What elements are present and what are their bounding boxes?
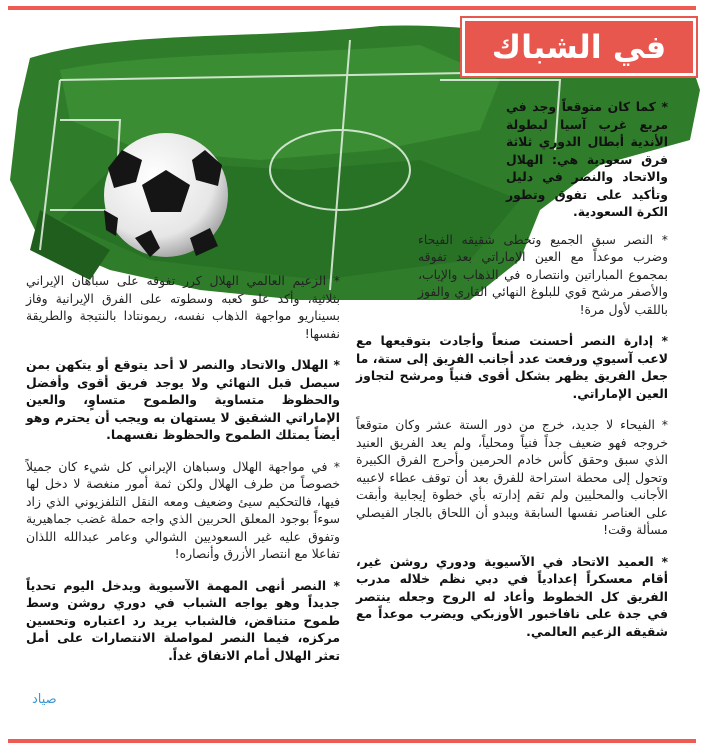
paragraph-7: * الهلال والاتحاد والنصر لا أحد يتوقع أو يتكهن بمن سيصل قبل النهائي ولا يوجد فريق أقوى وأفضل والحظوظ متساوية والطموح متساوٍ، والعين الإماراتي الشقيق لا يستهان به ويجب أن يحترم وهو أيضاً يمتلك الطموح والحظوظ نفسهما. bbox=[26, 357, 340, 442]
author-signature: صياد bbox=[32, 692, 57, 707]
paragraph-3: * إدارة النصر أحسنت صنعاً وأجادت بتوقيعها مع لاعب آسيوي ورفعت عدد أجانب الفريق إلى ستة، ما جعل الفريق يظهر بشكل أقوى فنياً ومرشح لتجاوز العين الإماراتي. bbox=[356, 333, 668, 401]
bottom-accent-rule bbox=[8, 739, 696, 743]
right-column bbox=[356, 98, 668, 654]
section-title: في الشباك bbox=[462, 18, 696, 76]
paragraph-2: * النصر سبق الجميع وتخطى شقيقه الفيحاء وضرب موعداً مع العين الإماراتي بعد تفوقه بمجموع المباراتين وانتصاره في الذهاب والإياب، والأصفر مرشح قوي للبلوغ النهائي القاري والفوز باللقب لأول مرة! bbox=[418, 231, 668, 317]
paragraph-6: * الزعيم العالمي الهلال كرر تفوقه على سباهان الإيراني بثلاثية، وأكد علو كعبه وسطوته على الفرق الإيرانية وفاز بسيناريو مواجهة الذهاب نفسه، ريمونتادا بالنتيجة والطريقة نفسها! bbox=[26, 273, 340, 341]
paragraph-8: * في مواجهة الهلال وسباهان الإيراني كل شيء كان جميلاً خصوصاً من طرف الهلال ولكن ثمة أمور منغصة لا دخل لها فيها، فالتحكيم سيئ وضعيف ومعه النقل التلفزيوني الذي زاد سوءاً بوجود المعلق الحربين الذي واجه حملة غضب جماهيرية وتفوق عليه غير السعوديين الشوالي وعامر عبدالله اللذان تفاعلا مع انتصار الأزرق وأنصاره! bbox=[26, 458, 340, 561]
paragraph-5: * العميد الاتحاد في الآسيوية ودوري روشن غير، أقام معسكراً إعدادياً في دبي نظم خلاله مدرب الفريق كل الخطوط وأعاد له الروح وجعله ينتصر في جدة على نافاخبور الأوزبكي ويضرب موعداً مع شقيقه الزعيم العالمي. bbox=[356, 553, 668, 639]
paragraph-4: * الفيحاء لا جديد، خرج من دور الستة عشر وكان متوقعاً خروجه فهو ضعيف جداً فنياً ومحلياً، ولم يعد الفريق العنيد الذي سبق وحقق كأس خادم الحرمين وأحرج الفرق الكبيرة وتحول إلى محطة استراحة للفرق بعد أن توقف عطاء لاعبيه الأجانب والمحليين ولم تقم إدارته بأي خطوة إيجابية وأبقت على العناصر نفسها السابقة ويبدو أن اللحاق بالجار الفيصلي مسألة وقت! bbox=[356, 417, 668, 537]
soccer-ball bbox=[104, 133, 228, 257]
paragraph-9: * النصر أنهى المهمة الآسيوية ويدخل اليوم تحدياً جديداً وهو يواجه الشباب في دوري روشن وسط طموح متناقض، فالشباب يريد رد اعتباره وتحسين مركزه، فيما النصر لمواصلة الانتصارات على أمل تعثر الهلال أمام الاتفاق غداً. bbox=[26, 577, 340, 663]
paragraph-1: * كما كان متوقعاً وجد في مربع غرب آسيا لبطولة الأندية أبطال الدوري ثلاثة فرق سعودية هي: الهلال والاتحاد والنصر في دليل وتأكيد على تفوق وتطور الكرة السعودية. bbox=[506, 99, 668, 219]
left-column bbox=[26, 272, 340, 678]
